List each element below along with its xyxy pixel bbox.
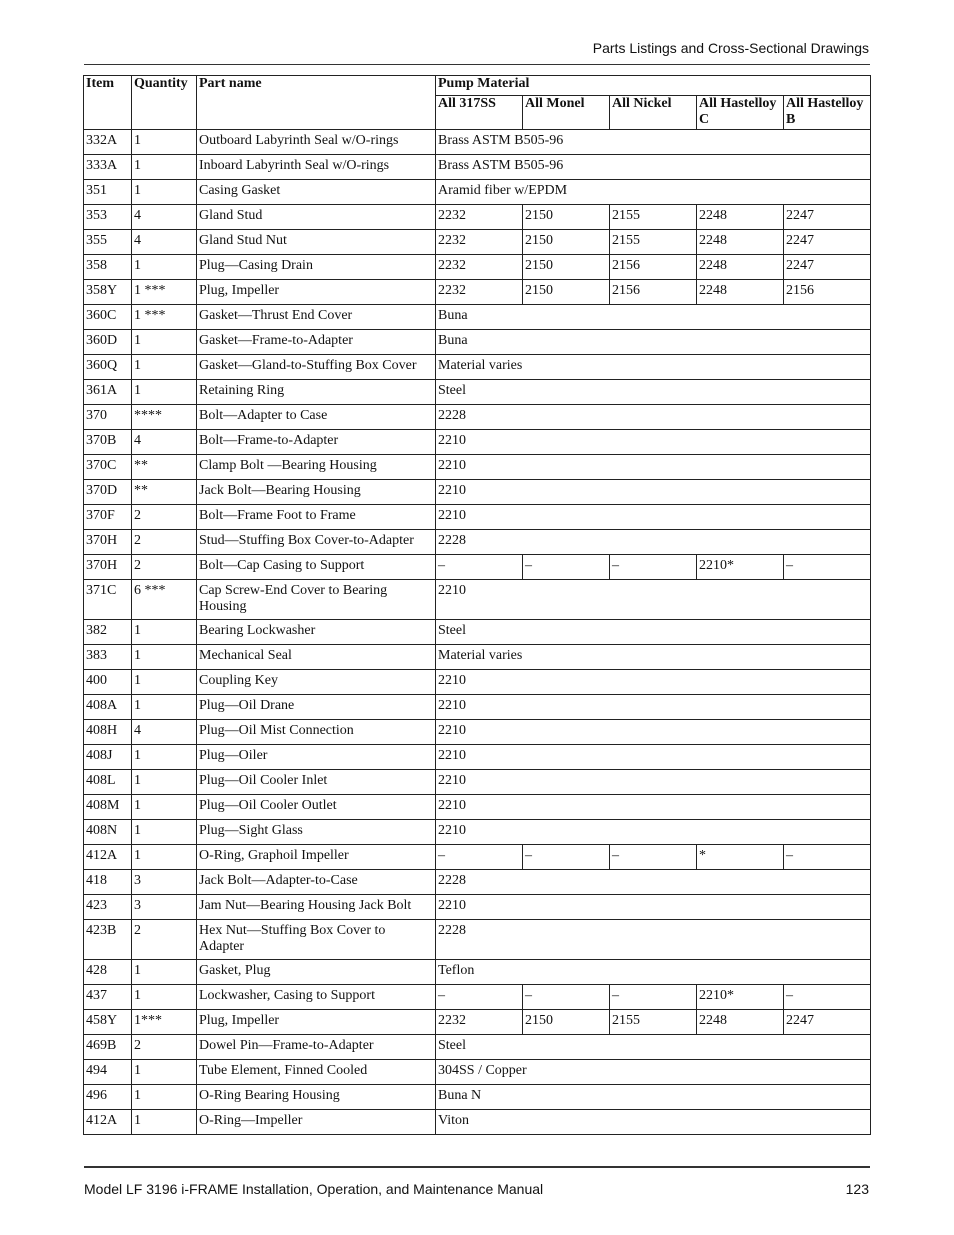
material-cell: 2210 bbox=[436, 455, 871, 480]
footer-rule bbox=[84, 1166, 870, 1168]
part-name-cell: Gasket—Frame-to-Adapter bbox=[197, 330, 436, 355]
material-cell: 2210 bbox=[436, 480, 871, 505]
table-row bbox=[84, 330, 871, 355]
quantity-cell: 1 bbox=[132, 255, 197, 280]
header-rule bbox=[84, 64, 870, 65]
quantity-cell: 1 bbox=[132, 1060, 197, 1085]
table-row bbox=[84, 920, 871, 960]
table-row bbox=[84, 455, 871, 480]
item-cell: 408M bbox=[84, 795, 132, 820]
item-cell: 408A bbox=[84, 695, 132, 720]
material-cell: – bbox=[436, 845, 523, 870]
material-cell: 2248 bbox=[697, 205, 784, 230]
table-body bbox=[84, 130, 871, 1135]
material-cell: 2210 bbox=[436, 895, 871, 920]
material-cell: 2210 bbox=[436, 745, 871, 770]
table-row bbox=[84, 205, 871, 230]
part-name-cell: O-Ring—Impeller bbox=[197, 1110, 436, 1135]
quantity-cell: 1 bbox=[132, 620, 197, 645]
material-cell: Buna bbox=[436, 330, 871, 355]
table-row bbox=[84, 1010, 871, 1035]
quantity-cell: 1 bbox=[132, 670, 197, 695]
part-name-cell: Retaining Ring bbox=[197, 380, 436, 405]
table-row bbox=[84, 960, 871, 985]
item-cell: 370C bbox=[84, 455, 132, 480]
part-name-cell: Plug—Oil Cooler Inlet bbox=[197, 770, 436, 795]
table-row bbox=[84, 580, 871, 620]
material-cell: 2156 bbox=[784, 280, 871, 305]
material-cell: 2232 bbox=[436, 205, 523, 230]
item-cell: 423B bbox=[84, 920, 132, 960]
part-name-cell: Plug—Oil Drane bbox=[197, 695, 436, 720]
quantity-cell: 4 bbox=[132, 230, 197, 255]
part-name-cell: Tube Element, Finned Cooled bbox=[197, 1060, 436, 1085]
table-row bbox=[84, 255, 871, 280]
part-name-cell: Plug—Oil Mist Connection bbox=[197, 720, 436, 745]
part-name-cell: Bolt—Frame-to-Adapter bbox=[197, 430, 436, 455]
table-row bbox=[84, 305, 871, 330]
material-cell: 2228 bbox=[436, 405, 871, 430]
quantity-cell: 6 *** bbox=[132, 580, 197, 620]
material-cell: 2210* bbox=[697, 555, 784, 580]
table-row bbox=[84, 280, 871, 305]
quantity-cell: 2 bbox=[132, 530, 197, 555]
material-cell: – bbox=[784, 845, 871, 870]
quantity-cell: 3 bbox=[132, 895, 197, 920]
item-cell: 353 bbox=[84, 205, 132, 230]
material-cell: Buna bbox=[436, 305, 871, 330]
item-cell: 371C bbox=[84, 580, 132, 620]
item-cell: 408J bbox=[84, 745, 132, 770]
material-cell: 2150 bbox=[523, 280, 610, 305]
material-cell: Steel bbox=[436, 1035, 871, 1060]
material-cell: 2210 bbox=[436, 720, 871, 745]
material-cell: 2150 bbox=[523, 255, 610, 280]
parts-table bbox=[83, 75, 871, 1135]
item-cell: 355 bbox=[84, 230, 132, 255]
table-row bbox=[84, 130, 871, 155]
material-cell: – bbox=[610, 985, 697, 1010]
item-cell: 412A bbox=[84, 845, 132, 870]
col-header-material-317ss: All 317SS bbox=[436, 96, 523, 130]
material-cell: 2150 bbox=[523, 1010, 610, 1035]
table-row bbox=[84, 985, 871, 1010]
quantity-cell: 1 bbox=[132, 355, 197, 380]
table-row bbox=[84, 230, 871, 255]
part-name-cell: Jack Bolt—Adapter-to-Case bbox=[197, 870, 436, 895]
material-cell: 2248 bbox=[697, 280, 784, 305]
table-row bbox=[84, 1035, 871, 1060]
material-cell: 2228 bbox=[436, 530, 871, 555]
table-row bbox=[84, 895, 871, 920]
material-cell: Brass ASTM B505-96 bbox=[436, 130, 871, 155]
item-cell: 370H bbox=[84, 530, 132, 555]
part-name-cell: O-Ring Bearing Housing bbox=[197, 1085, 436, 1110]
material-cell: Viton bbox=[436, 1110, 871, 1135]
col-header-part-name: Part name bbox=[197, 76, 436, 130]
manual-title: Model LF 3196 i-FRAME Installation, Operation, and Maintenance Manual bbox=[84, 1181, 544, 1197]
material-cell: – bbox=[610, 555, 697, 580]
quantity-cell: 1 bbox=[132, 380, 197, 405]
quantity-cell: 1 bbox=[132, 1085, 197, 1110]
table-row bbox=[84, 645, 871, 670]
material-cell: 2150 bbox=[523, 230, 610, 255]
table-row bbox=[84, 180, 871, 205]
item-cell: 332A bbox=[84, 130, 132, 155]
material-cell: 2210 bbox=[436, 430, 871, 455]
item-cell: 351 bbox=[84, 180, 132, 205]
table-row bbox=[84, 770, 871, 795]
material-cell: 2155 bbox=[610, 205, 697, 230]
quantity-cell: 1 bbox=[132, 745, 197, 770]
item-cell: 382 bbox=[84, 620, 132, 645]
part-name-cell: Outboard Labyrinth Seal w/O-rings bbox=[197, 130, 436, 155]
material-cell: 2155 bbox=[610, 1010, 697, 1035]
quantity-cell: 1 bbox=[132, 130, 197, 155]
material-cell: Buna N bbox=[436, 1085, 871, 1110]
quantity-cell: 1 bbox=[132, 645, 197, 670]
quantity-cell: 1 *** bbox=[132, 305, 197, 330]
item-cell: 361A bbox=[84, 380, 132, 405]
table-row bbox=[84, 355, 871, 380]
table-row bbox=[84, 1060, 871, 1085]
item-cell: 494 bbox=[84, 1060, 132, 1085]
material-cell: 2150 bbox=[523, 205, 610, 230]
part-name-cell: Jam Nut—Bearing Housing Jack Bolt bbox=[197, 895, 436, 920]
quantity-cell: 1*** bbox=[132, 1010, 197, 1035]
item-cell: 408N bbox=[84, 820, 132, 845]
part-name-cell: Casing Gasket bbox=[197, 180, 436, 205]
material-cell: 2247 bbox=[784, 1010, 871, 1035]
item-cell: 383 bbox=[84, 645, 132, 670]
quantity-cell: 1 bbox=[132, 820, 197, 845]
item-cell: 423 bbox=[84, 895, 132, 920]
part-name-cell: Plug—Oiler bbox=[197, 745, 436, 770]
material-cell: Teflon bbox=[436, 960, 871, 985]
table-row bbox=[84, 380, 871, 405]
item-cell: 400 bbox=[84, 670, 132, 695]
material-cell: Steel bbox=[436, 380, 871, 405]
item-cell: 360D bbox=[84, 330, 132, 355]
part-name-cell: Gland Stud bbox=[197, 205, 436, 230]
material-cell: Material varies bbox=[436, 645, 871, 670]
material-cell: – bbox=[610, 845, 697, 870]
item-cell: 370 bbox=[84, 405, 132, 430]
table-row bbox=[84, 430, 871, 455]
part-name-cell: Inboard Labyrinth Seal w/O-rings bbox=[197, 155, 436, 180]
part-name-cell: Plug—Sight Glass bbox=[197, 820, 436, 845]
page-number: 123 bbox=[845, 1181, 869, 1197]
table-row bbox=[84, 155, 871, 180]
table-row bbox=[84, 820, 871, 845]
quantity-cell: 1 bbox=[132, 770, 197, 795]
material-cell: 304SS / Copper bbox=[436, 1060, 871, 1085]
material-cell: 2210 bbox=[436, 695, 871, 720]
material-cell: Aramid fiber w/EPDM bbox=[436, 180, 871, 205]
table-row bbox=[84, 795, 871, 820]
quantity-cell: 1 *** bbox=[132, 280, 197, 305]
material-cell: 2210* bbox=[697, 985, 784, 1010]
item-cell: 360C bbox=[84, 305, 132, 330]
part-name-cell: Bolt—Adapter to Case bbox=[197, 405, 436, 430]
item-cell: 370F bbox=[84, 505, 132, 530]
item-cell: 358 bbox=[84, 255, 132, 280]
part-name-cell: Stud—Stuffing Box Cover-to-Adapter bbox=[197, 530, 436, 555]
col-header-material-nickel: All Nickel bbox=[610, 96, 697, 130]
table-row bbox=[84, 1110, 871, 1135]
part-name-cell: Hex Nut—Stuffing Box Cover to Adapter bbox=[197, 920, 436, 960]
table-row bbox=[84, 405, 871, 430]
table-row bbox=[84, 555, 871, 580]
col-header-material-monel: All Monel bbox=[523, 96, 610, 130]
material-cell: 2232 bbox=[436, 255, 523, 280]
part-name-cell: Dowel Pin—Frame-to-Adapter bbox=[197, 1035, 436, 1060]
item-cell: 360Q bbox=[84, 355, 132, 380]
quantity-cell: 4 bbox=[132, 205, 197, 230]
item-cell: 418 bbox=[84, 870, 132, 895]
material-cell: 2156 bbox=[610, 255, 697, 280]
part-name-cell: Gasket—Gland-to-Stuffing Box Cover bbox=[197, 355, 436, 380]
quantity-cell: 1 bbox=[132, 960, 197, 985]
quantity-cell: 1 bbox=[132, 795, 197, 820]
table-row bbox=[84, 530, 871, 555]
table-row bbox=[84, 480, 871, 505]
item-cell: 333A bbox=[84, 155, 132, 180]
material-cell: – bbox=[523, 845, 610, 870]
material-cell: – bbox=[523, 555, 610, 580]
part-name-cell: Gland Stud Nut bbox=[197, 230, 436, 255]
item-cell: 412A bbox=[84, 1110, 132, 1135]
material-cell: Steel bbox=[436, 620, 871, 645]
part-name-cell: Plug—Casing Drain bbox=[197, 255, 436, 280]
item-cell: 458Y bbox=[84, 1010, 132, 1035]
part-name-cell: Bolt—Cap Casing to Support bbox=[197, 555, 436, 580]
material-cell: 2247 bbox=[784, 230, 871, 255]
material-cell: 2232 bbox=[436, 280, 523, 305]
item-cell: 370D bbox=[84, 480, 132, 505]
col-header-item: Item bbox=[84, 76, 132, 130]
quantity-cell: 4 bbox=[132, 720, 197, 745]
part-name-cell: Gasket—Thrust End Cover bbox=[197, 305, 436, 330]
material-cell: Brass ASTM B505-96 bbox=[436, 155, 871, 180]
quantity-cell: 1 bbox=[132, 180, 197, 205]
quantity-cell: 2 bbox=[132, 920, 197, 960]
part-name-cell: Jack Bolt—Bearing Housing bbox=[197, 480, 436, 505]
quantity-cell: ** bbox=[132, 480, 197, 505]
item-cell: 370H bbox=[84, 555, 132, 580]
quantity-cell: ** bbox=[132, 455, 197, 480]
material-cell: – bbox=[436, 985, 523, 1010]
col-header-material-hastelloy-c: All Hastelloy C bbox=[697, 96, 784, 130]
table-row bbox=[84, 505, 871, 530]
item-cell: 437 bbox=[84, 985, 132, 1010]
material-cell: 2248 bbox=[697, 230, 784, 255]
table-row bbox=[84, 1085, 871, 1110]
part-name-cell: Bearing Lockwasher bbox=[197, 620, 436, 645]
material-cell: 2210 bbox=[436, 770, 871, 795]
material-cell: 2210 bbox=[436, 580, 871, 620]
quantity-cell: 2 bbox=[132, 1035, 197, 1060]
quantity-cell: 3 bbox=[132, 870, 197, 895]
material-cell: 2232 bbox=[436, 230, 523, 255]
table-row bbox=[84, 845, 871, 870]
quantity-cell: 1 bbox=[132, 155, 197, 180]
col-header-quantity: Quantity bbox=[132, 76, 197, 130]
part-name-cell: Clamp Bolt —Bearing Housing bbox=[197, 455, 436, 480]
quantity-cell: 1 bbox=[132, 985, 197, 1010]
material-cell: 2228 bbox=[436, 870, 871, 895]
item-cell: 496 bbox=[84, 1085, 132, 1110]
running-header: Parts Listings and Cross-Sectional Drawings bbox=[592, 40, 869, 56]
item-cell: 370B bbox=[84, 430, 132, 455]
table-row bbox=[84, 870, 871, 895]
quantity-cell: **** bbox=[132, 405, 197, 430]
material-cell: 2155 bbox=[610, 230, 697, 255]
quantity-cell: 1 bbox=[132, 1110, 197, 1135]
item-cell: 408L bbox=[84, 770, 132, 795]
quantity-cell: 1 bbox=[132, 845, 197, 870]
quantity-cell: 4 bbox=[132, 430, 197, 455]
material-cell: 2228 bbox=[436, 920, 871, 960]
table-row bbox=[84, 620, 871, 645]
quantity-cell: 2 bbox=[132, 505, 197, 530]
table-row bbox=[84, 670, 871, 695]
material-cell: – bbox=[784, 555, 871, 580]
table-row bbox=[84, 720, 871, 745]
quantity-cell: 1 bbox=[132, 330, 197, 355]
material-cell: – bbox=[436, 555, 523, 580]
material-cell: 2156 bbox=[610, 280, 697, 305]
col-header-material-hastelloy-b: All Hastelloy B bbox=[784, 96, 871, 130]
material-cell: 2210 bbox=[436, 505, 871, 530]
part-name-cell: Plug, Impeller bbox=[197, 280, 436, 305]
quantity-cell: 1 bbox=[132, 695, 197, 720]
part-name-cell: Plug, Impeller bbox=[197, 1010, 436, 1035]
part-name-cell: Cap Screw-End Cover to Bearing Housing bbox=[197, 580, 436, 620]
material-cell: 2247 bbox=[784, 205, 871, 230]
material-cell: 2210 bbox=[436, 820, 871, 845]
part-name-cell: Lockwasher, Casing to Support bbox=[197, 985, 436, 1010]
part-name-cell: Coupling Key bbox=[197, 670, 436, 695]
material-cell: 2210 bbox=[436, 795, 871, 820]
table-row bbox=[84, 745, 871, 770]
material-cell: * bbox=[697, 845, 784, 870]
table-row bbox=[84, 695, 871, 720]
table-header bbox=[84, 76, 871, 130]
material-cell: 2232 bbox=[436, 1010, 523, 1035]
part-name-cell: Bolt—Frame Foot to Frame bbox=[197, 505, 436, 530]
item-cell: 428 bbox=[84, 960, 132, 985]
material-cell: 2247 bbox=[784, 255, 871, 280]
material-cell: – bbox=[523, 985, 610, 1010]
part-name-cell: Mechanical Seal bbox=[197, 645, 436, 670]
part-name-cell: Plug—Oil Cooler Outlet bbox=[197, 795, 436, 820]
material-cell: 2210 bbox=[436, 670, 871, 695]
item-cell: 358Y bbox=[84, 280, 132, 305]
quantity-cell: 2 bbox=[132, 555, 197, 580]
material-cell: Material varies bbox=[436, 355, 871, 380]
material-cell: 2248 bbox=[697, 1010, 784, 1035]
material-cell: – bbox=[784, 985, 871, 1010]
item-cell: 408H bbox=[84, 720, 132, 745]
part-name-cell: O-Ring, Graphoil Impeller bbox=[197, 845, 436, 870]
col-header-pump-material: Pump Material bbox=[436, 76, 871, 96]
item-cell: 469B bbox=[84, 1035, 132, 1060]
part-name-cell: Gasket, Plug bbox=[197, 960, 436, 985]
material-cell: 2248 bbox=[697, 255, 784, 280]
